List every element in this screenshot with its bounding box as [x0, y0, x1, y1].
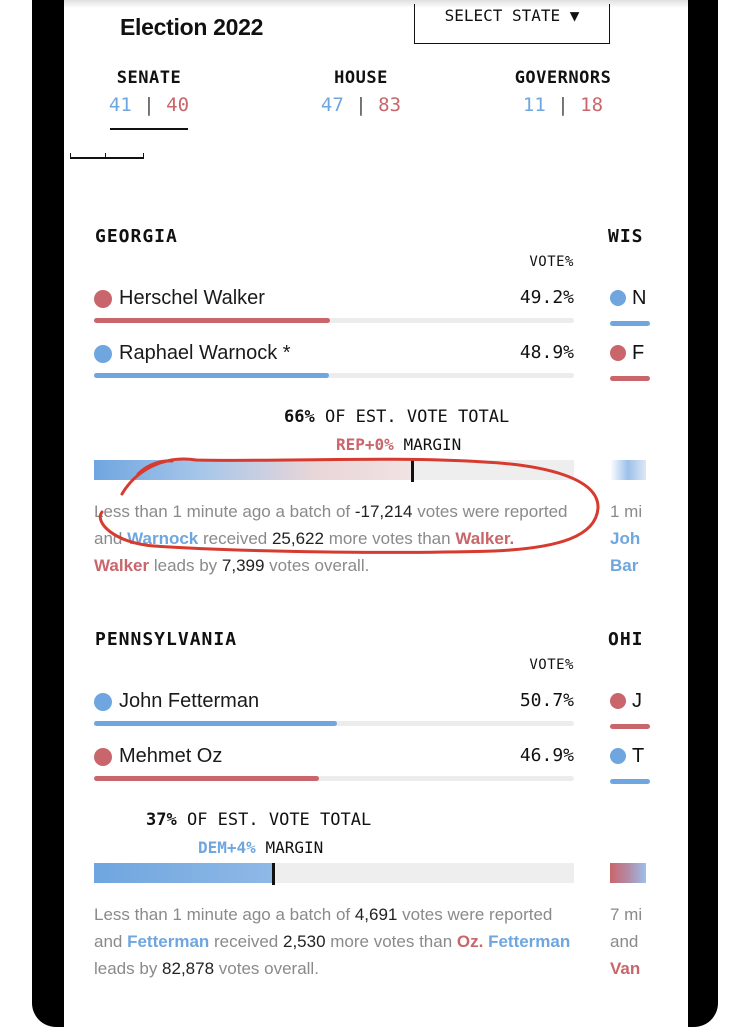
tab-senate[interactable] — [108, 68, 190, 116]
party-dot — [94, 290, 112, 308]
update-text: votes overall. — [214, 959, 319, 978]
count-separator: | — [557, 94, 569, 116]
margin-line — [198, 838, 323, 857]
tab-governors-count — [504, 94, 622, 116]
update-candidate: Oz. — [456, 932, 484, 951]
senate-rep-count: 40 — [166, 94, 190, 116]
race-state-name: OHI — [608, 629, 644, 650]
page-title: Election 2022 — [120, 14, 264, 40]
vote-share-track — [94, 318, 574, 323]
update-text: leads by — [94, 959, 163, 978]
update-text: and — [610, 932, 639, 951]
update-text: votes were reported and — [94, 905, 553, 951]
margin-line — [336, 435, 461, 454]
house-rep-count: 83 — [378, 94, 402, 116]
race-card-pennsylvania[interactable] — [94, 629, 574, 989]
vote-share-track — [94, 776, 574, 781]
count-separator: | — [355, 94, 367, 116]
governors-rep-count: 18 — [580, 94, 604, 116]
select-state-label: SELECT STATE ▼ — [444, 6, 580, 25]
select-state-dropdown[interactable] — [414, 4, 610, 44]
count-separator: | — [143, 94, 155, 116]
candidate-name: Mehmet Oz — [119, 745, 223, 767]
race-card-peek-ohio[interactable] — [608, 629, 688, 989]
vote-share-bar — [610, 321, 650, 326]
vote-share-bar — [94, 373, 329, 378]
leading-candidate: Walker — [94, 556, 150, 575]
candidate-vote-percent: 50.7% — [519, 690, 574, 711]
tab-governors-label: GOVERNORS — [514, 68, 612, 88]
lead-votes: 82,878 — [162, 959, 215, 978]
update-text: received — [198, 529, 272, 548]
tab-house[interactable] — [316, 68, 406, 116]
latest-update-text — [94, 498, 574, 579]
vote-share-bar — [610, 779, 650, 784]
margin-marker — [272, 863, 275, 885]
candidate-name: Raphael Warnock * — [119, 342, 291, 364]
reporting-progress-fill — [94, 863, 272, 883]
update-candidate: Warnock — [127, 529, 199, 548]
margin-marker — [411, 460, 414, 482]
margin-value: DEM+4% — [198, 838, 256, 857]
race-card-peek-wisconsin[interactable] — [608, 226, 688, 586]
race-state-name: GEORGIA — [95, 226, 178, 247]
party-dot — [610, 345, 626, 361]
party-dot — [610, 290, 626, 306]
vote-share-bar — [94, 318, 330, 323]
est-vote-total-line — [284, 407, 509, 427]
latest-update-text — [94, 901, 574, 982]
reporting-progress-bar — [94, 863, 574, 883]
active-tab-indicator — [110, 128, 188, 130]
party-dot — [94, 345, 112, 363]
update-text: received — [209, 932, 283, 951]
update-candidate: Fetterman — [127, 932, 210, 951]
candidate-name: J — [632, 690, 642, 712]
update-text: votes were reported and — [94, 502, 568, 548]
margin-label: MARGIN — [265, 838, 324, 857]
candidate-vote-percent: 48.9% — [519, 342, 574, 363]
party-dot — [610, 693, 626, 709]
update-text: more votes than — [325, 932, 457, 951]
est-vote-percent: 66% — [284, 407, 315, 427]
race-state-name: WIS — [608, 226, 644, 247]
candidate-row — [94, 342, 574, 388]
batch-votes: 4,691 — [354, 905, 398, 924]
candidate-name: N — [632, 287, 647, 309]
vote-share-bar — [610, 376, 650, 381]
lead-votes: 7,399 — [221, 556, 265, 575]
tab-house-label: HOUSE — [334, 68, 388, 88]
party-dot — [94, 748, 112, 766]
candidate-row — [94, 745, 574, 791]
reporting-progress-bar — [610, 460, 646, 480]
vote-percent-header: VOTE% — [529, 657, 574, 673]
race-state-name: PENNSYLVANIA — [95, 629, 238, 650]
tab-governors[interactable] — [504, 68, 622, 116]
margin-label: MARGIN — [403, 435, 462, 454]
governors-dem-count: 11 — [522, 94, 546, 116]
update-candidate: Walker. — [455, 529, 515, 548]
vote-difference: 25,622 — [271, 529, 324, 548]
vote-share-bar — [94, 721, 337, 726]
vote-share-track — [94, 721, 574, 726]
vote-share-track — [94, 373, 574, 378]
update-candidate: Van — [610, 959, 641, 978]
tab-senate-count — [108, 94, 190, 116]
update-text: Less than 1 minute ago a batch of — [94, 905, 355, 924]
candidate-name: F — [632, 342, 645, 364]
candidate-row — [94, 690, 574, 736]
vote-percent-header: VOTE% — [529, 254, 574, 270]
update-text: more votes than — [323, 529, 456, 548]
update-text: Less than 1 minute ago a batch of — [94, 502, 355, 521]
margin-value: REP+0% — [336, 435, 394, 454]
update-text: 7 mi — [610, 905, 643, 924]
candidate-name: Herschel Walker — [119, 287, 265, 309]
candidate-row — [94, 287, 574, 333]
app-screen — [64, 0, 688, 1027]
vote-share-bar — [94, 776, 319, 781]
candidate-vote-percent: 46.9% — [519, 745, 574, 766]
senate-dem-count: 41 — [108, 94, 132, 116]
party-dot — [94, 693, 112, 711]
est-vote-label: OF EST. VOTE TOTAL — [324, 407, 510, 427]
scroll-indicator — [70, 153, 144, 159]
update-text: leads by — [149, 556, 222, 575]
est-vote-percent: 37% — [146, 810, 177, 830]
tab-senate-label: SENATE — [116, 68, 182, 88]
house-dem-count: 47 — [320, 94, 344, 116]
leading-candidate: Fetterman — [488, 932, 571, 951]
update-candidate: Bar — [610, 556, 639, 575]
tab-house-count — [316, 94, 406, 116]
batch-votes: -17,214 — [354, 502, 413, 521]
est-vote-label: OF EST. VOTE TOTAL — [186, 810, 372, 830]
candidate-name: John Fetterman — [119, 690, 260, 712]
reporting-progress-bar — [610, 863, 646, 883]
update-candidate: Joh — [610, 529, 641, 548]
update-text: 1 mi — [610, 502, 643, 521]
candidate-name: T — [632, 745, 645, 767]
reporting-progress-bar — [94, 460, 574, 480]
race-card-georgia[interactable] — [94, 226, 574, 586]
party-dot — [610, 748, 626, 764]
est-vote-total-line — [146, 810, 371, 830]
update-text: votes overall. — [264, 556, 370, 575]
vote-difference: 2,530 — [282, 932, 326, 951]
candidate-vote-percent: 49.2% — [519, 287, 574, 308]
reporting-progress-fill — [94, 460, 411, 480]
vote-share-bar — [610, 724, 650, 729]
